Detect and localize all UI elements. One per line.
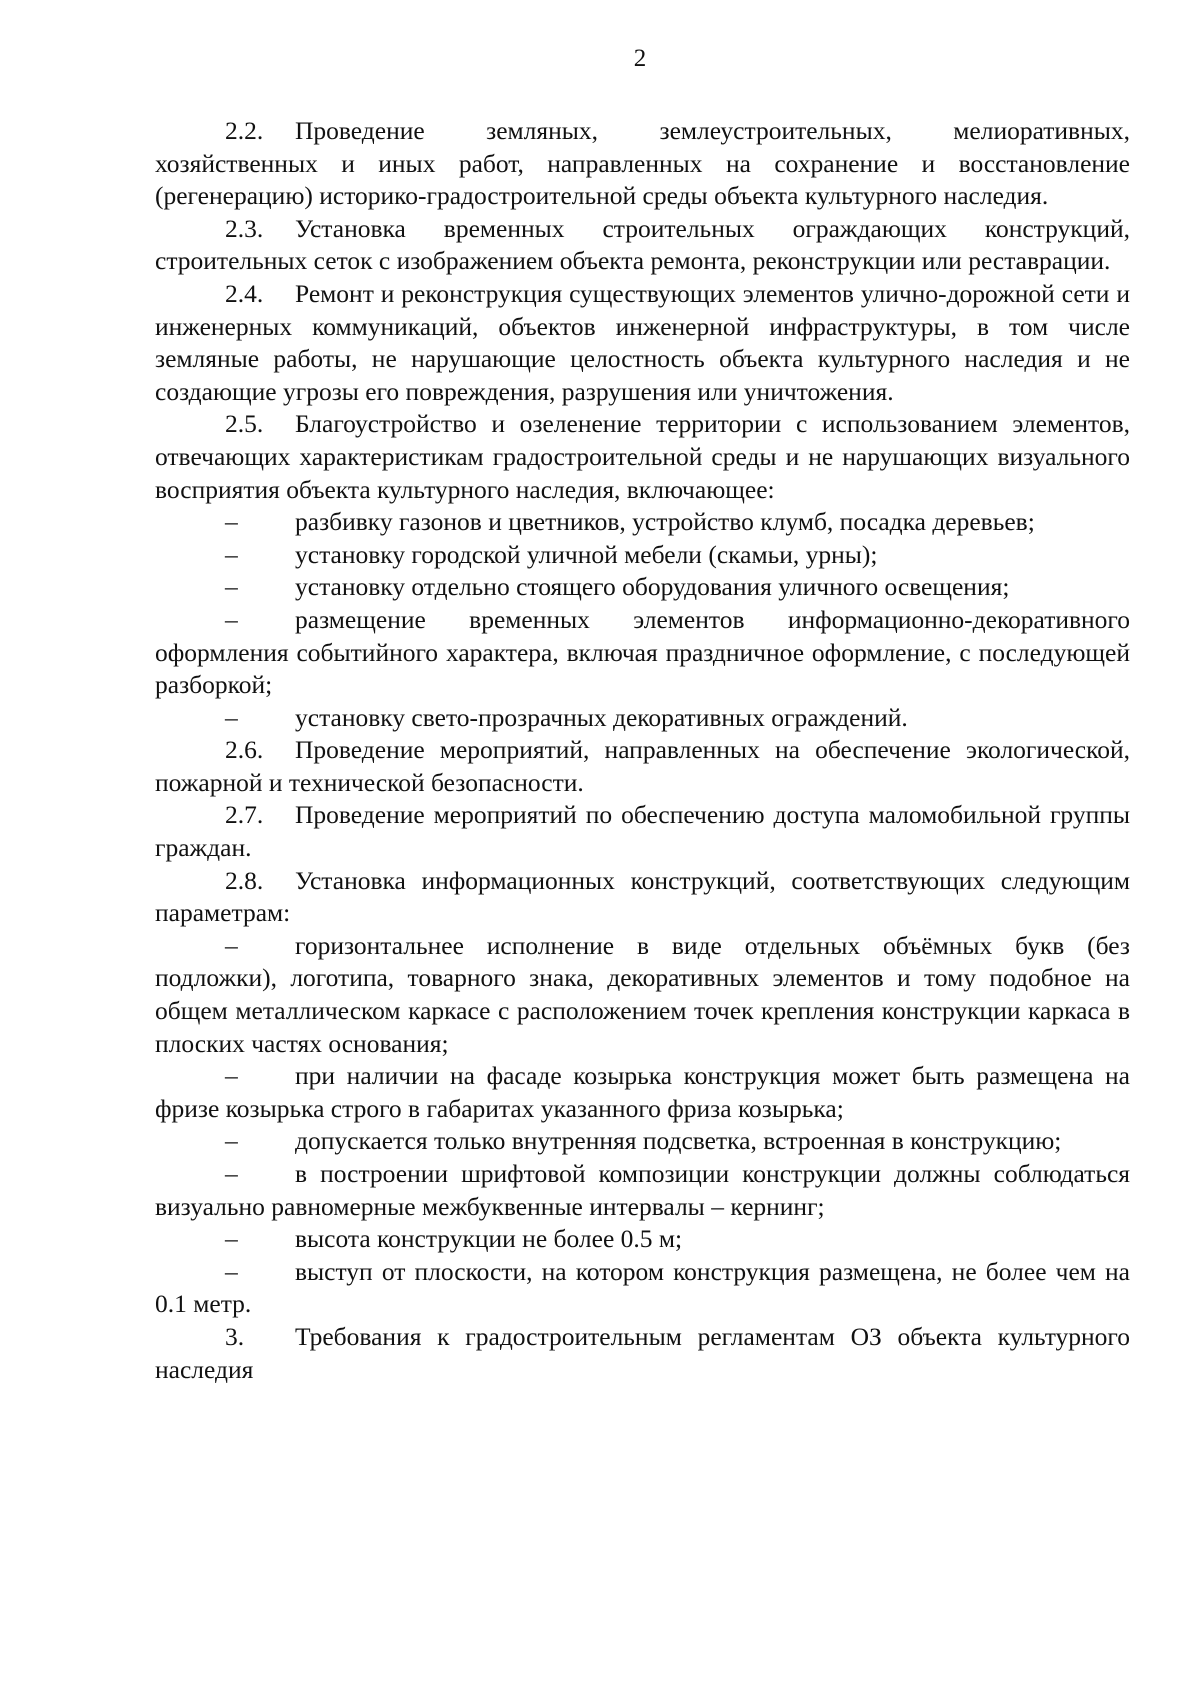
paragraph-text: Требования к градостроительным регламентам ОЗ объекта культурного наследия (155, 1321, 1130, 1384)
list-item-text: выступ от плоскости, на котором конструкция размещена, не более чем на 0.1 метр. (155, 1256, 1130, 1319)
numbered-paragraph (155, 799, 1130, 864)
numbered-paragraph (155, 1321, 1130, 1386)
list-item-text: в построении шрифтовой композиции конструкции должны соблюдаться визуально равномерные межбуквенные интервалы – кернинг; (155, 1159, 1130, 1221)
paragraph-number: 2.8. (225, 865, 264, 895)
numbered-paragraph (155, 213, 1130, 278)
paragraph-number: 2.3. (225, 213, 264, 243)
paragraph-number: 2.4. (225, 278, 264, 308)
paragraph-text: Установка временных строительных ограждающих конструкций, строительных сеток с изображением объекта ремонта, реконструкции или реставрации. (155, 213, 1130, 276)
paragraph-number: 2.2. (225, 116, 264, 145)
numbered-paragraph (155, 865, 1130, 930)
dash-marker: – (225, 507, 238, 537)
numbered-paragraph (155, 278, 1130, 408)
dash-list-item (155, 571, 1130, 604)
paragraph-text: Благоустройство и озеленение территории с использованием элементов, отвечающих характеристикам градостроительной среды и не нарушающих визуального восприятия объекта культурного наследия, включающее: (155, 409, 1130, 504)
dash-marker: – (225, 1224, 238, 1254)
dash-marker: – (225, 1256, 238, 1286)
document-body (155, 115, 1130, 1386)
page-number: 2 (633, 45, 647, 72)
list-item-text: горизонтальнее исполнение в виде отдельных объёмных букв (без подложки), логотипа, товарного знака, декоративных элементов и тому подобное на общем металлическом каркасе с расположением точек крепления конструкции каркаса в плоских частях основания; (155, 930, 1130, 1058)
paragraph-text: Установка информационных конструкций, соответствующих следующим параметрам: (155, 865, 1130, 928)
list-item-text: допускается только внутренняя подсветка, встроенная в конструкцию; (295, 1126, 1062, 1156)
list-item-text: установку отдельно стоящего оборудования уличного освещения; (295, 572, 1010, 602)
numbered-paragraph (155, 734, 1130, 799)
numbered-paragraph (155, 115, 1130, 213)
dash-marker: – (225, 572, 238, 602)
dash-list-item (155, 930, 1130, 1060)
dash-list-item (155, 506, 1130, 539)
paragraph-number: 2.7. (225, 800, 264, 830)
paragraph-number: 3. (225, 1321, 245, 1351)
paragraph-number: 2.6. (225, 735, 264, 765)
paragraph-text: Проведение земляных, землеустроительных, мелиоративных, хозяйственных и иных работ, направленных на сохранение и восстановление (регенерацию) историко-градостроительной среды объекта культурного наследия. (155, 116, 1130, 211)
dash-list-item (155, 1158, 1130, 1223)
dash-marker: – (225, 604, 238, 634)
dash-marker: – (225, 930, 238, 960)
dash-list-item (155, 1256, 1130, 1321)
dash-marker: – (225, 1061, 238, 1091)
paragraph-text: Проведение мероприятий, направленных на обеспечение экологической, пожарной и технической безопасности. (155, 735, 1130, 797)
dash-marker: – (225, 539, 238, 569)
list-item-text: при наличии на фасаде козырька конструкция может быть размещена на фризе козырька строго в габаритах указанного фриза козырька; (155, 1061, 1130, 1123)
list-item-text: размещение временных элементов информационно-декоративного оформления событийного характера, включая праздничное оформление, с последующей разборкой; (155, 604, 1130, 700)
numbered-paragraph (155, 408, 1130, 506)
dash-marker: – (225, 1159, 238, 1188)
list-item-text: установку городской уличной мебели (скамьи, урны); (295, 539, 878, 569)
dash-list-item (155, 1125, 1130, 1158)
dash-marker: – (225, 1126, 238, 1156)
dash-list-item (155, 1223, 1130, 1256)
dash-list-item (155, 539, 1130, 572)
list-item-text: разбивку газонов и цветников, устройство клумб, посадка деревьев; (295, 507, 1035, 537)
dash-list-item (155, 702, 1130, 735)
paragraph-text: Ремонт и реконструкция существующих элементов улично-дорожной сети и инженерных коммуникаций, объектов инженерной инфраструктуры, в том числе земляные работы, не нарушающие целостность объекта культурного наследия и не создающие угрозы его повреждения, разрушения или уничтожения. (155, 278, 1130, 406)
dash-list-item (155, 604, 1130, 702)
list-item-text: установку свето-прозрачных декоративных ограждений. (295, 702, 908, 732)
paragraph-text: Проведение мероприятий по обеспечению доступа маломобильной группы граждан. (155, 800, 1130, 863)
dash-marker: – (225, 702, 238, 732)
list-item-text: высота конструкции не более 0.5 м; (295, 1224, 683, 1254)
dash-list-item (155, 1060, 1130, 1125)
paragraph-number: 2.5. (225, 409, 264, 439)
